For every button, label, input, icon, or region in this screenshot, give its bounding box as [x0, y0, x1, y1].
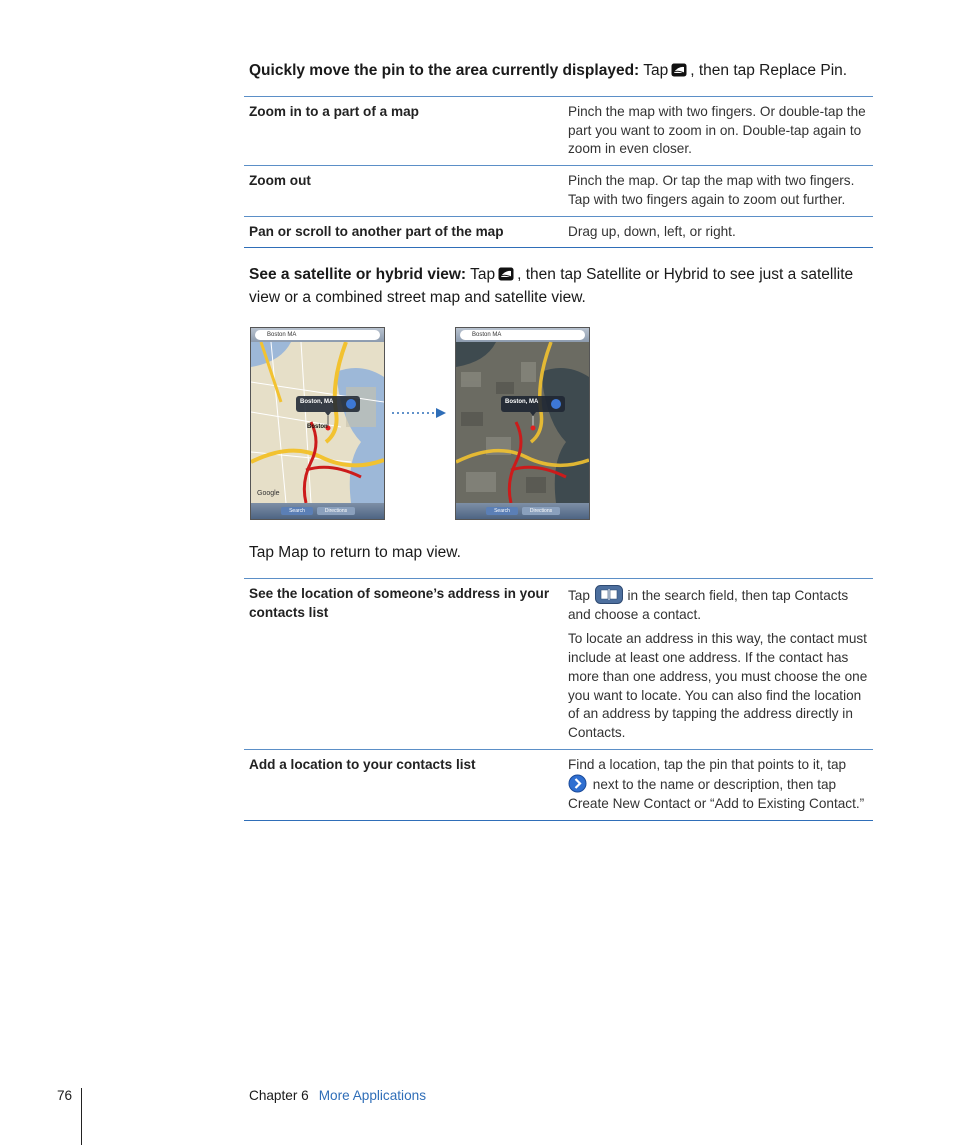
table-row — [244, 579, 873, 750]
task-cell: Zoom out — [244, 166, 558, 216]
map-view-screenshot — [250, 327, 385, 520]
desc-paragraph — [568, 756, 868, 814]
desc-cell: Pinch the map with two fingers. Or double-tap the part you want to zoom in on. Double-tap again to zoom in even closer. — [558, 97, 873, 166]
tab-search[interactable]: Search — [281, 507, 313, 515]
intro-pre: Tap — [643, 62, 669, 79]
page-curl-icon — [498, 267, 514, 281]
detail-disclosure-icon — [568, 774, 587, 793]
table-row — [244, 216, 873, 248]
intro-line — [249, 59, 873, 82]
chapter-label: Chapter 6 — [249, 1088, 309, 1103]
table-row — [244, 97, 873, 166]
desc-cell: Drag up, down, left, or right. — [558, 216, 873, 248]
contacts-table — [244, 578, 873, 821]
street-map-image — [251, 342, 384, 503]
callout-label: Boston, MA — [300, 399, 334, 405]
page-curl-icon — [671, 63, 687, 77]
arrow-right-icon — [390, 406, 448, 420]
desc-post: in the search field, then tap Contacts and choose a contact. — [568, 588, 849, 622]
footer-chapter — [249, 1088, 426, 1103]
desc-pre: Tap — [568, 588, 590, 603]
toolbar — [251, 503, 384, 519]
satellite-pre: Tap — [470, 266, 496, 283]
search-field[interactable]: Boston MA — [255, 330, 380, 340]
desc-pre: Find a location, tap the pin that points to it, tap — [568, 756, 847, 772]
search-bar — [456, 328, 589, 342]
task-cell: Add a location to your contacts list — [244, 749, 558, 820]
search-bar — [251, 328, 384, 342]
task-cell: Pan or scroll to another part of the map — [244, 216, 558, 248]
table-row — [244, 166, 873, 216]
page-number: 76 — [57, 1088, 73, 1103]
satellite-heading: See a satellite or hybrid view: — [249, 266, 467, 283]
footer-divider — [81, 1088, 82, 1145]
desc-cell — [558, 579, 873, 750]
tab-directions[interactable]: Directions — [522, 507, 560, 515]
google-logo: Google — [257, 490, 280, 497]
desc-post: next to the name or description, then tap Create New Contact or “Add to Existing Contact.” — [568, 777, 865, 812]
bookmarks-icon — [595, 585, 623, 604]
task-cell: See the location of someone’s address in your contacts list — [244, 579, 558, 750]
return-note: Tap Map to return to map view. — [249, 544, 461, 561]
table-row — [244, 749, 873, 820]
satellite-paragraph — [249, 263, 873, 309]
intro-post: , then tap Replace Pin. — [690, 62, 848, 79]
search-field[interactable]: Boston MA — [460, 330, 585, 340]
toolbar — [456, 503, 589, 519]
desc-paragraph: To locate an address in this way, the contact must include at least one address. If the contact has more than one address, you must choose the one you want to locate. You can also find the location of an address by tapping the address directly in Contacts. — [568, 631, 868, 740]
desc-paragraph — [568, 585, 868, 624]
tab-directions[interactable]: Directions — [317, 507, 355, 515]
section-link[interactable]: More Applications — [318, 1088, 426, 1103]
hybrid-view-screenshot — [455, 327, 590, 520]
desc-cell — [558, 749, 873, 820]
city-label: Boston — [307, 424, 328, 430]
satellite-post: , then tap Satellite or Hybrid to see just a satellite view or a combined street map and satellite view. — [249, 266, 854, 306]
desc-cell: Pinch the map. Or tap the map with two fingers. Tap with two fingers again to zoom out further. — [558, 166, 873, 216]
gesture-table — [244, 96, 873, 248]
intro-heading: Quickly move the pin to the area currently displayed: — [249, 62, 640, 79]
satellite-image — [456, 342, 589, 503]
callout-label: Boston, MA — [505, 399, 539, 405]
tab-search[interactable]: Search — [486, 507, 518, 515]
task-cell: Zoom in to a part of a map — [244, 97, 558, 166]
